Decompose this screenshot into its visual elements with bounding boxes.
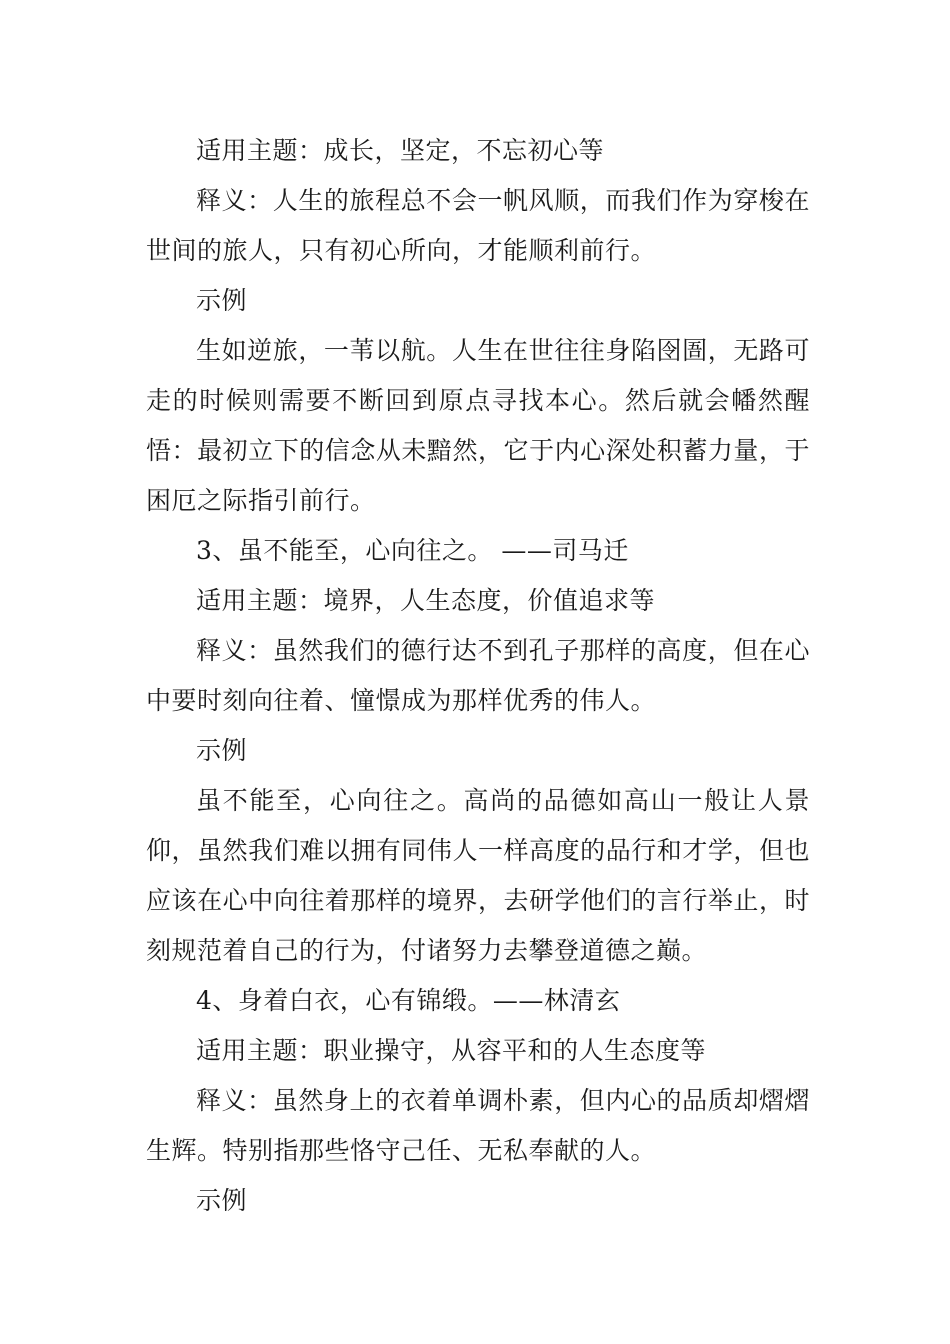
example-paragraph: 生如逆旅，一苇以航。人生在世往往身陷囹圄，无路可走的时候则需要不断回到原点寻找本心。然后就会幡然醒悟：最初立下的信念从未黯然，它于内心深处积蓄力量，于困厄之际指引前行。 [146, 336, 810, 515]
example-heading: 示例 [196, 1186, 248, 1215]
theme-line: 适用主题：境界，人生态度，价值追求等 [196, 586, 656, 615]
theme-line: 适用主题：成长，坚定，不忘初心等 [196, 136, 605, 165]
document-body [146, 126, 810, 1226]
quote-heading: 4、身着白衣，心有锦缎。——林清玄 [196, 986, 621, 1015]
example-heading: 示例 [196, 736, 248, 765]
explanation-paragraph: 释义：虽然身上的衣着单调朴素，但内心的品质却熠熠生辉。特别指那些恪守己任、无私奉献的人。 [146, 1086, 810, 1165]
theme-line: 适用主题：职业操守，从容平和的人生态度等 [196, 1036, 707, 1065]
example-paragraph: 虽不能至，心向往之。高尚的品德如高山一般让人景仰，虽然我们难以拥有同伟人一样高度的品行和才学，但也应该在心中向往着那样的境界，去研学他们的言行举止，时刻规范着自己的行为，付诸努力去攀登道德之巅。 [146, 786, 810, 965]
explanation-paragraph: 释义：虽然我们的德行达不到孔子那样的高度，但在心中要时刻向往着、憧憬成为那样优秀的伟人。 [146, 636, 810, 715]
explanation-paragraph: 释义：人生的旅程总不会一帆风顺，而我们作为穿梭在世间的旅人，只有初心所向，才能顺利前行。 [146, 186, 810, 265]
quote-heading: 3、虽不能至，心向往之。 ——司马迁 [196, 536, 629, 565]
example-heading: 示例 [196, 286, 248, 315]
